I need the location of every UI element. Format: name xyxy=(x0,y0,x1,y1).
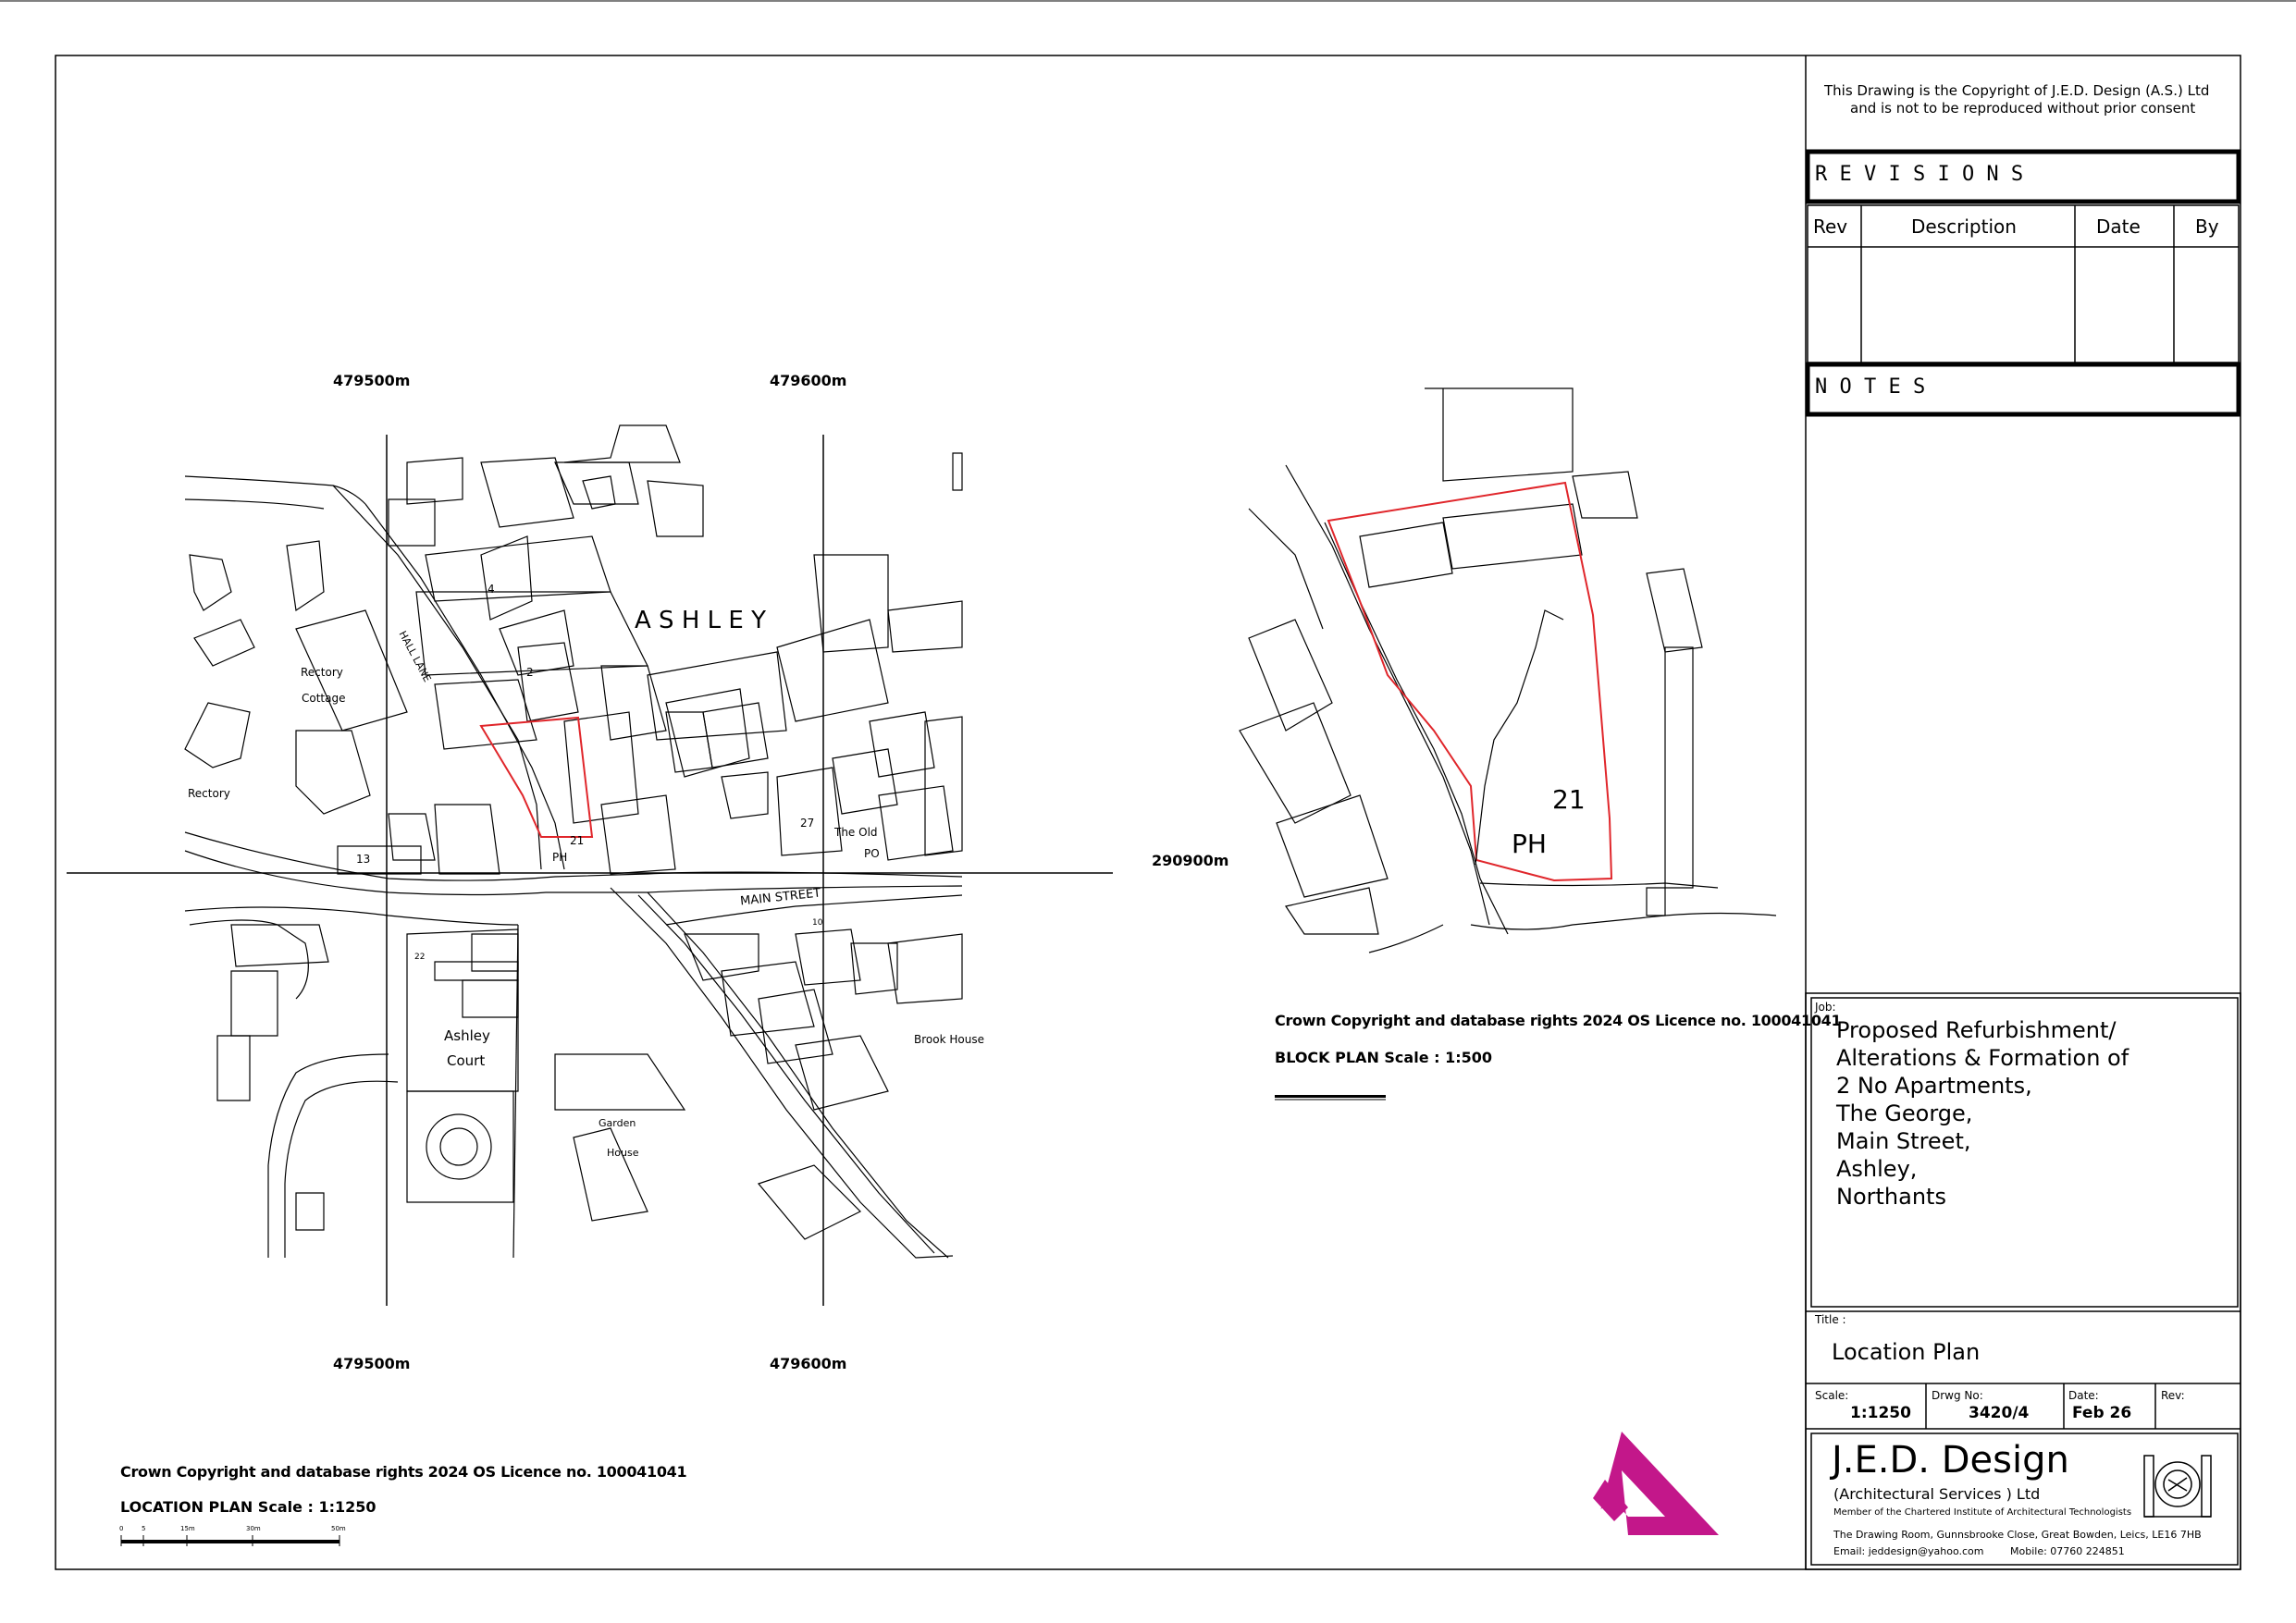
ciat-emblem-icon xyxy=(2144,1456,2211,1517)
scale-tick-50: 50m xyxy=(331,1525,346,1532)
map-label-no-22: 22 xyxy=(414,953,426,962)
grid-label-top-2: 479600m xyxy=(770,372,847,389)
copyright-line-1: This Drawing is the Copyright of J.E.D. Design (A.S.) Ltd xyxy=(1824,82,2210,99)
grid-label-top-1: 479500m xyxy=(333,372,411,389)
map-label-no-2: 2 xyxy=(526,666,534,679)
location-plan-map xyxy=(67,425,1113,1306)
scale-label: Scale: xyxy=(1815,1389,1849,1402)
job-label: Job: xyxy=(1815,1001,1836,1014)
title-label: Title : xyxy=(1815,1313,1846,1326)
map-label-rectory-cottage-2: Cottage xyxy=(302,692,346,705)
job-line-2: Alterations & Formation of xyxy=(1836,1045,2129,1071)
map-label-hall-lane: HALL LANE xyxy=(396,629,434,684)
job-line-1: Proposed Refurbishment/ xyxy=(1836,1017,2117,1043)
revisions-col-description: Description xyxy=(1911,215,2017,238)
map-label-garden-house-1: Garden xyxy=(599,1117,636,1129)
block-scale-caption: BLOCK PLAN Scale : 1:500 xyxy=(1275,1049,1493,1066)
title-value: Location Plan xyxy=(1832,1339,1981,1365)
map-label-garden-house-2: House xyxy=(607,1147,639,1159)
rev-label: Rev: xyxy=(2161,1389,2185,1402)
job-line-5: Main Street, xyxy=(1836,1128,1971,1154)
block-label-ph: PH xyxy=(1512,829,1547,859)
block-crown-copyright: Crown Copyright and database rights 2024 OS Licence no. 100041041 xyxy=(1275,1012,1842,1029)
job-line-6: Ashley, xyxy=(1836,1156,1918,1182)
map-label-ashley-court-1: Ashley xyxy=(444,1027,490,1044)
company-mobile: Mobile: 07760 224851 xyxy=(2010,1545,2125,1557)
map-label-old-po-2: PO xyxy=(864,847,880,860)
grid-label-right: 290900m xyxy=(1152,852,1229,869)
date-value: Feb 26 xyxy=(2072,1404,2132,1422)
map-label-ashley-court-2: Court xyxy=(447,1052,486,1069)
copyright-line-2: and is not to be reproduced without prior consent xyxy=(1850,100,2196,117)
map-label-main-street: MAIN STREET xyxy=(739,886,821,909)
map-label-rectory: Rectory xyxy=(188,787,230,800)
map-label-no-4: 4 xyxy=(488,583,495,596)
map-label-brook-house: Brook House xyxy=(914,1033,984,1046)
revisions-col-by: By xyxy=(2195,215,2219,238)
map-label-rectory-cottage-1: Rectory xyxy=(301,666,343,679)
block-label-21: 21 xyxy=(1552,784,1586,815)
location-crown-copyright: Crown Copyright and database rights 2024 OS Licence no. 100041041 xyxy=(120,1463,687,1481)
block-scale-bar xyxy=(1275,1095,1386,1100)
scale-tick-15: 15m xyxy=(180,1525,195,1532)
map-label-old-po-1: The Old xyxy=(834,826,878,839)
drwg-value: 3420/4 xyxy=(1969,1404,2030,1422)
map-label-no-10: 10 xyxy=(812,918,823,928)
scale-value: 1:1250 xyxy=(1850,1404,1911,1422)
map-label-ph: PH xyxy=(552,851,568,864)
location-scale-bar xyxy=(121,1535,339,1546)
drwg-label: Drwg No: xyxy=(1932,1389,1983,1402)
scale-tick-5: 5 xyxy=(142,1525,146,1532)
company-member: Member of the Chartered Institute of Architectural Technologists xyxy=(1833,1507,2132,1518)
company-sub: (Architectural Services ) Ltd xyxy=(1833,1485,2041,1503)
date-label: Date: xyxy=(2068,1389,2099,1402)
revisions-heading: R E V I S I O N S xyxy=(1815,163,2024,186)
location-scale-caption: LOCATION PLAN Scale : 1:1250 xyxy=(120,1498,376,1516)
notes-heading: N O T E S xyxy=(1815,375,1926,399)
job-line-4: The George, xyxy=(1836,1100,1973,1126)
scale-tick-30: 30m xyxy=(246,1525,261,1532)
company-name: J.E.D. Design xyxy=(1832,1439,2069,1482)
map-label-no-13: 13 xyxy=(356,853,371,866)
company-email: Email: jeddesign@yahoo.com xyxy=(1833,1545,1984,1557)
job-line-3: 2 No Apartments, xyxy=(1836,1073,2032,1099)
grid-label-bottom-1: 479500m xyxy=(333,1355,411,1372)
ciat-triangle-logo-icon xyxy=(1593,1432,1719,1535)
scale-tick-0: 0 xyxy=(119,1525,124,1532)
map-label-ashley: A S H L E Y xyxy=(635,607,766,634)
revisions-col-rev: Rev xyxy=(1813,215,1848,238)
map-label-no-27: 27 xyxy=(800,817,815,830)
job-line-7: Northants xyxy=(1836,1184,1946,1210)
map-label-no-21: 21 xyxy=(570,834,585,847)
company-address: The Drawing Room, Gunnsbrooke Close, Great Bowden, Leics, LE16 7HB xyxy=(1833,1529,2202,1541)
block-plan-map xyxy=(1240,388,1776,953)
revisions-col-date: Date xyxy=(2096,215,2141,238)
grid-label-bottom-2: 479600m xyxy=(770,1355,847,1372)
